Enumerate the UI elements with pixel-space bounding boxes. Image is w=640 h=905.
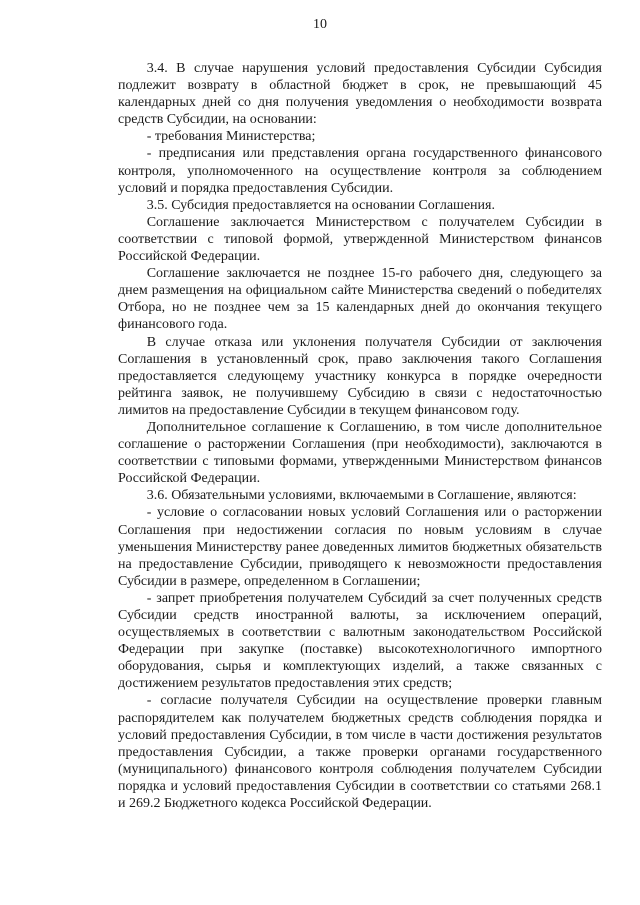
paragraph-3-4: 3.4. В случае нарушения условий предоставления Субсидии Субсидия подлежит возврату в областной бюджет в срок, не превышающий 45 календарных дней со дня получения уведомления о необходимости возврата средств Субсидии, на основании: <box>118 61 602 128</box>
paragraph-3-6: 3.6. Обязательными условиями, включаемыми в Соглашение, являются: <box>146 488 577 504</box>
list-item-control-order: - предписания или представления органа государственного финансового контроля, уполномоченного на осуществление контроля за соблюдением условий и порядка предоставления Субсидии. <box>118 146 602 196</box>
list-item-currency-ban: - запрет приобретения получателем Субсидий за счет полученных средств Субсидии средств иностранной валюты, за исключением операций, осуществляемых в соответствии с валютным законодательством Российской Федерации при закупке (поставке) высокотехнологичного импортного оборудования, сырья и комплектующих изделий, а также связанных с достижением результатов предоставления этих средств; <box>118 590 602 692</box>
paragraph-3-5: 3.5. Субсидия предоставляется на основании Соглашения. <box>146 197 495 213</box>
document-body <box>118 60 602 812</box>
list-item-ministry-requirement: - требования Министерства; <box>146 129 316 145</box>
paragraph-agreement-deadline: Соглашение заключается не позднее 15-го рабочего дня, следующего за днем размещения на официальном сайте Министерства сведений о победителях Отбора, но не позднее чем за 15 календарных дней до окончания текущего финансового года. <box>118 266 602 333</box>
paragraph-refusal: В случае отказа или уклонения получателя Субсидии от заключения Соглашения в установленный срок, право заключения такого Соглашения предоставляется следующему участнику конкурса в порядке очередности рейтинга заявок, не получившему Субсидию в связи с недостаточностью лимитов на предоставление Субсидии в текущем финансовом году. <box>118 334 602 418</box>
paragraph-additional-agreement: Дополнительное соглашение к Соглашению, в том числе дополнительное соглашение о расторжении Соглашения (при необходимости), заключаются в соответствии с типовыми формами, утвержденными Министерством финансов Российской Федерации. <box>118 419 602 487</box>
page-number: 10 <box>313 17 327 32</box>
list-item-inspection-consent: - согласие получателя Субсидии на осуществление проверки главным распорядителем как получателем бюджетных средств соблюдения порядка и условий предоставления Субсидии, в том числе в части достижения результатов предоставления Субсидии, а также проверки органами государственного (муниципального) финансового контроля соблюдения получателем Субсидии порядка и условий предоставления Субсидии в соответствии со статьями 268.1 и 269.2 Бюджетного кодекса Российской Федерации. <box>118 693 602 812</box>
list-item-new-conditions: - условие о согласовании новых условий Соглашения или о расторжении Соглашения при недостижении согласия по новым условиям в случае уменьшения Министерству ранее доведенных лимитов бюджетных обязательств на предоставление Субсидии, приводящего к невозможности предоставления Субсидии в размере, определенном в Соглашении; <box>118 505 602 589</box>
paragraph-agreement-form: Соглашение заключается Министерством с получателем Субсидии в соответствии с типовой формой, утвержденной Министерством финансов Российской Федерации. <box>118 214 602 265</box>
